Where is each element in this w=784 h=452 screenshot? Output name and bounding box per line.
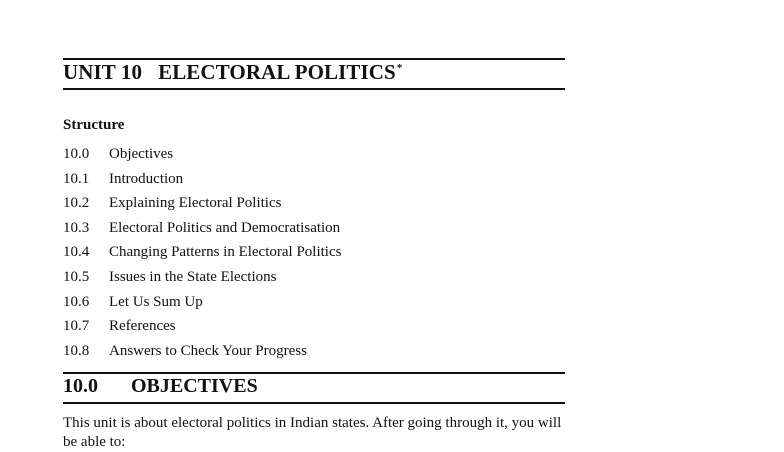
section-bottom-rule <box>63 402 565 404</box>
unit-title <box>63 60 402 85</box>
toc-item-number: 10.0 <box>63 146 90 162</box>
toc-item-number: 10.5 <box>63 268 90 285</box>
toc-item-number: 10.1 <box>63 170 90 187</box>
toc-item-number: 10.4 <box>63 244 90 261</box>
unit-number: UNIT 10 <box>63 60 143 84</box>
toc-item-label: Answers to Check Your Progress <box>109 342 307 359</box>
toc-item-number: 10.3 <box>63 219 90 236</box>
toc-item <box>63 267 341 292</box>
footnote-mark: * <box>396 62 403 74</box>
toc-item-label: References <box>109 318 176 335</box>
toc-item-label: Electoral Politics and Democratisation <box>109 219 341 236</box>
toc-item <box>63 193 341 218</box>
toc-item-number: 10.8 <box>63 342 90 359</box>
toc-item-label: Introduction <box>109 170 184 187</box>
section-heading <box>63 375 258 398</box>
toc-item <box>63 218 341 243</box>
table-of-contents <box>63 144 341 365</box>
toc-item-label: Issues in the State Elections <box>109 268 277 285</box>
unit-title-text: ELECTORAL POLITICS <box>158 60 396 84</box>
toc-item-label: Explaining Electoral Politics <box>109 195 282 212</box>
toc-item <box>63 316 341 341</box>
toc-item <box>63 292 341 317</box>
toc-item-label: Changing Patterns in Electoral Politics <box>109 244 342 261</box>
toc-item <box>63 341 341 366</box>
toc-item <box>63 144 341 169</box>
toc-item-label: Objectives <box>109 146 174 162</box>
toc-item-number: 10.6 <box>63 293 90 310</box>
toc-item-label: Let Us Sum Up <box>109 293 203 310</box>
section-top-rule <box>63 372 565 374</box>
toc-item <box>63 242 341 267</box>
toc-item-number: 10.2 <box>63 195 90 212</box>
section-title: OBJECTIVES <box>131 375 258 397</box>
unit-bottom-rule <box>63 88 565 90</box>
section-number: 10.0 <box>63 375 98 397</box>
toc-item-number: 10.7 <box>63 318 90 335</box>
section-body-text: This unit is about electoral politics in Indian states. After going through it, you will be able to: <box>63 415 562 450</box>
structure-heading: Structure <box>63 117 125 133</box>
toc-item <box>63 169 341 194</box>
